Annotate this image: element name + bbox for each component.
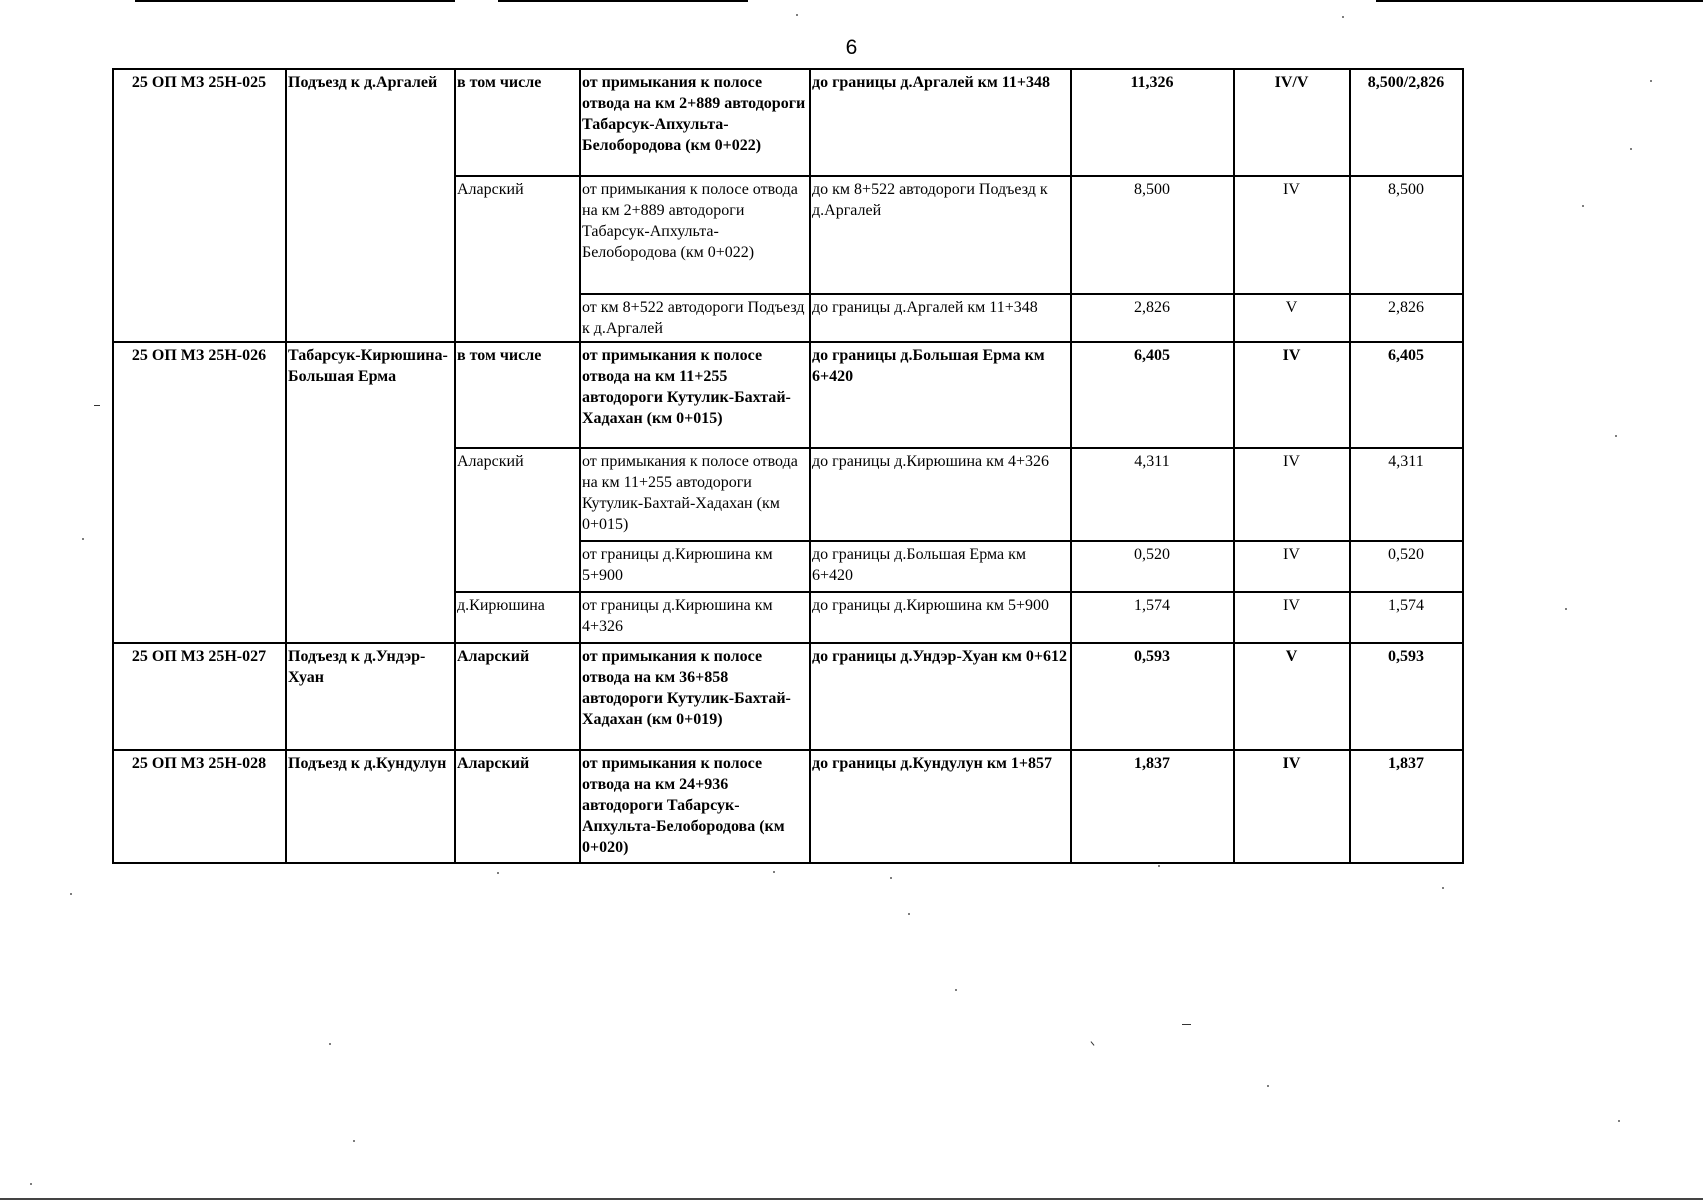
scan-speck — [1267, 1085, 1269, 1087]
length-cell: 1,574 — [1071, 592, 1234, 643]
scan-speck — [82, 538, 84, 540]
page-number: 6 — [845, 36, 858, 59]
district-cell: Аларский — [455, 448, 580, 592]
scan-edge-line — [135, 0, 180, 2]
scan-speck — [1158, 865, 1160, 867]
split-cell: 1,574 — [1350, 592, 1463, 643]
to-cell: до границы д.Кундулун км 1+857 — [810, 750, 1071, 863]
category-cell: IV — [1234, 342, 1350, 448]
road-code-cell: 25 ОП МЗ 25Н-028 — [113, 750, 286, 863]
roads-table — [112, 68, 1464, 864]
length-cell: 11,326 — [1071, 69, 1234, 176]
split-cell: 0,593 — [1350, 643, 1463, 750]
scan-speck — [1582, 205, 1584, 207]
from-cell: от примыкания к полосе отвода на км 24+936 автодороги Табарсук-Апхульта-Белобородова (км 0+020) — [580, 750, 810, 863]
from-cell: от км 8+522 автодороги Подъезд к д.Аргалей — [580, 294, 810, 342]
from-cell: от примыкания к полосе отвода на км 2+889 автодороги Табарсук-Апхульта-Белобородова (км 0+022) — [580, 176, 810, 294]
scan-speck — [1650, 80, 1652, 82]
from-cell: от границы д.Кирюшина км 5+900 — [580, 541, 810, 592]
scan-speck — [955, 989, 957, 991]
scan-speck — [796, 14, 798, 16]
from-cell: от примыкания к полосе отвода на км 36+858 автодороги Кутулик-Бахтай-Хадахан (км 0+019) — [580, 643, 810, 750]
scan-speck — [1630, 148, 1632, 150]
district-cell: в том числе — [455, 342, 580, 448]
split-cell: 8,500 — [1350, 176, 1463, 294]
split-cell: 8,500/2,826 — [1350, 69, 1463, 176]
scan-speck — [1442, 887, 1444, 889]
district-cell: Аларский — [455, 176, 580, 342]
category-cell: V — [1234, 294, 1350, 342]
scan-speck — [329, 1043, 331, 1045]
district-cell: в том числе — [455, 69, 580, 176]
district-cell: Аларский — [455, 643, 580, 750]
road-name-cell: Подъезд к д.Ундэр-Хуан — [286, 643, 455, 750]
scan-dash — [1091, 1041, 1095, 1045]
scan-speck — [497, 872, 499, 874]
category-cell: IV — [1234, 448, 1350, 541]
scan-speck — [1342, 16, 1344, 18]
scan-dash — [1182, 1024, 1191, 1025]
road-code-cell: 25 ОП МЗ 25Н-026 — [113, 342, 286, 643]
length-cell: 1,837 — [1071, 750, 1234, 863]
table-row — [113, 643, 1463, 750]
category-cell: IV — [1234, 541, 1350, 592]
scan-speck — [908, 913, 910, 915]
to-cell: до границы д.Кирюшина км 5+900 — [810, 592, 1071, 643]
to-cell: до границы д.Аргалей км 11+348 — [810, 294, 1071, 342]
district-cell: д.Кирюшина — [455, 592, 580, 643]
to-cell: до км 8+522 автодороги Подъезд к д.Аргалей — [810, 176, 1071, 294]
length-cell: 8,500 — [1071, 176, 1234, 294]
scan-speck — [890, 877, 892, 879]
scan-speck — [1615, 435, 1617, 437]
split-cell: 1,837 — [1350, 750, 1463, 863]
split-cell: 2,826 — [1350, 294, 1463, 342]
district-cell: Аларский — [455, 750, 580, 863]
table-row — [113, 750, 1463, 863]
length-cell: 0,520 — [1071, 541, 1234, 592]
road-name-cell: Табарсук-Кирюшина-Большая Ерма — [286, 342, 455, 643]
from-cell: от границы д.Кирюшина км 4+326 — [580, 592, 810, 643]
scan-speck — [1618, 1120, 1620, 1122]
length-cell: 4,311 — [1071, 448, 1234, 541]
table-row — [113, 342, 1463, 448]
to-cell: до границы д.Аргалей км 11+348 — [810, 69, 1071, 176]
from-cell: от примыкания к полосе отвода на км 2+889 автодороги Табарсук-Апхульта-Белобородова (км 0+022) — [580, 69, 810, 176]
category-cell: IV — [1234, 592, 1350, 643]
length-cell: 6,405 — [1071, 342, 1234, 448]
to-cell: до границы д.Большая Ерма км 6+420 — [810, 541, 1071, 592]
split-cell: 0,520 — [1350, 541, 1463, 592]
category-cell: IV — [1234, 750, 1350, 863]
scan-speck — [70, 893, 72, 895]
from-cell: от примыкания к полосе отвода на км 11+255 автодороги Кутулик-Бахтай-Хадахан (км 0+015) — [580, 448, 810, 541]
category-cell: V — [1234, 643, 1350, 750]
road-code-cell: 25 ОП МЗ 25Н-025 — [113, 69, 286, 342]
scan-dash — [94, 405, 100, 406]
category-cell: IV — [1234, 176, 1350, 294]
split-cell: 6,405 — [1350, 342, 1463, 448]
scan-speck — [1565, 608, 1567, 610]
scan-edge-line — [180, 0, 455, 2]
scan-speck — [30, 1183, 32, 1185]
to-cell: до границы д.Ундэр-Хуан км 0+612 — [810, 643, 1071, 750]
category-cell: IV/V — [1234, 69, 1350, 176]
table-row — [113, 69, 1463, 176]
length-cell: 0,593 — [1071, 643, 1234, 750]
split-cell: 4,311 — [1350, 448, 1463, 541]
from-cell: от примыкания к полосе отвода на км 11+255 автодороги Кутулик-Бахтай-Хадахан (км 0+015) — [580, 342, 810, 448]
scan-edge-line — [1376, 0, 1703, 2]
to-cell: до границы д.Большая Ерма км 6+420 — [810, 342, 1071, 448]
road-name-cell: Подъезд к д.Кундулун — [286, 750, 455, 863]
scan-speck — [773, 871, 775, 873]
road-code-cell: 25 ОП МЗ 25Н-027 — [113, 643, 286, 750]
road-name-cell: Подъезд к д.Аргалей — [286, 69, 455, 342]
scan-edge-line — [498, 0, 748, 2]
to-cell: до границы д.Кирюшина км 4+326 — [810, 448, 1071, 541]
length-cell: 2,826 — [1071, 294, 1234, 342]
scan-speck — [353, 1140, 355, 1142]
